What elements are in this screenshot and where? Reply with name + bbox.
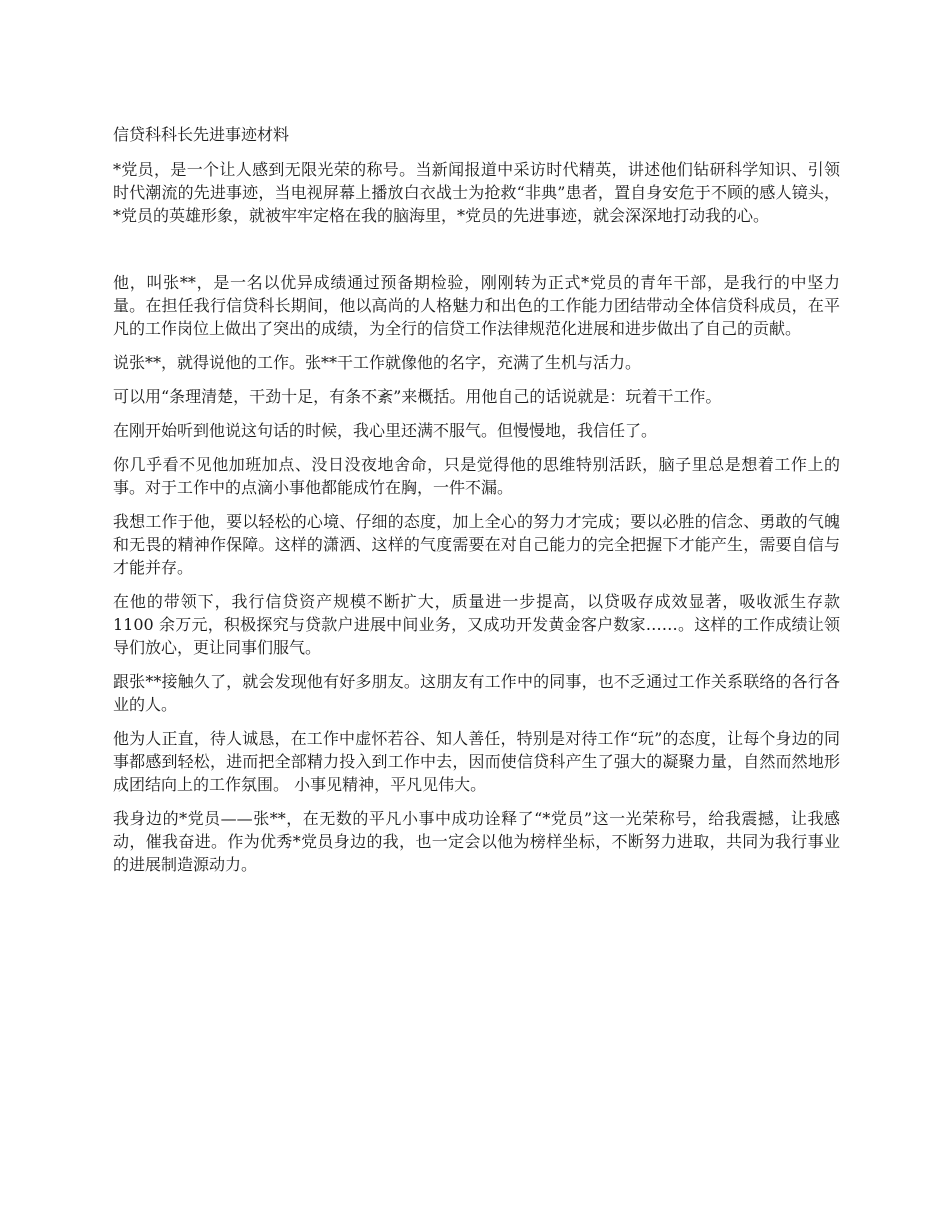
body-paragraph-10: 我身边的*党员——张**，在无数的平凡小事中成功诠释了“*党员”这一光荣称号，给我震撼，让我感动，催我奋进。作为优秀*党员身边的我，也一定会以他为榜样坐标，不断努力进取，共同为我行事业的进展制造源动力。: [113, 809, 840, 874]
body-paragraph-6: 我想工作于他，要以轻松的心境、仔细的态度，加上全心的努力才完成；要以必胜的信念、勇敢的气魄和无畏的精神作保障。这样的潇洒、这样的气度需要在对自己能力的完全把握下才能产生，需要自信与才能并存。: [113, 512, 840, 577]
body-paragraph-5: 你几乎看不见他加班加点、没日没夜地舍命，只是觉得他的思维特别活跃，脑子里总是想着工作上的事。对于工作中的点滴小事他都能成竹在胸，一件不漏。: [113, 455, 840, 497]
body-paragraph-9: 他为人正直，待人诚恳，在工作中虚怀若谷、知人善任，特别是对待工作“玩”的态度，让每个身边的同事都感到轻松，进而把全部精力投入到工作中去，因而使信贷科产生了强大的凝聚力量，自然而然地形成团结向上的工作氛围。 小事见精神，平凡见伟大。: [113, 729, 840, 794]
body-paragraph-7: 在他的带领下，我行信贷资产规模不断扩大，质量进一步提高，以贷吸存成效显著，吸收派生存款 1100 余万元，积极探究与贷款户进展中间业务，又成功开发黄金客户数家……。这样的工作成绩让领导们放心，更让同事们服气。: [113, 592, 840, 657]
body-paragraph-3: 可以用“条理清楚，干劲十足，有条不紊”来概括。用他自己的话说就是：玩着干工作。: [113, 387, 722, 406]
intro-paragraph: *党员，是一个让人感到无限光荣的称号。当新闻报道中采访时代精英，讲述他们钻研科学知识、引领时代潮流的先进事迹，当电视屏幕上播放白衣战士为抢救“非典”患者，置自身安危于不顾的感人镜头，*党员的英雄形象，就被牢牢定格在我的脑海里，*党员的先进事迹，就会深深地打动我的心。: [113, 160, 840, 225]
body-paragraph-2: 说张**，就得说他的工作。张**干工作就像他的名字，充满了生机与活力。: [113, 353, 642, 372]
document-title: 信贷科科长先进事迹材料: [113, 125, 290, 144]
paragraph-spacer: [113, 238, 840, 271]
document-page: [113, 123, 840, 887]
body-paragraph-8: 跟张**接触久了，就会发现他有好多朋友。这朋友有工作中的同事，也不乏通过工作关系联络的各行各业的人。: [113, 672, 840, 714]
body-paragraph-4: 在刚开始听到他说这句话的时候，我心里还满不服气。但慢慢地，我信任了。: [113, 421, 658, 440]
body-paragraph-1: 他，叫张**，是一名以优异成绩通过预备期检验，刚刚转为正式*党员的青年干部，是我行的中坚力量。在担任我行信贷科长期间，他以高尚的人格魅力和出色的工作能力团结带动全体信贷科成员，在平凡的工作岗位上做出了突出的成绩，为全行的信贷工作法律规范化进展和进步做出了自己的贡献。: [113, 273, 840, 338]
